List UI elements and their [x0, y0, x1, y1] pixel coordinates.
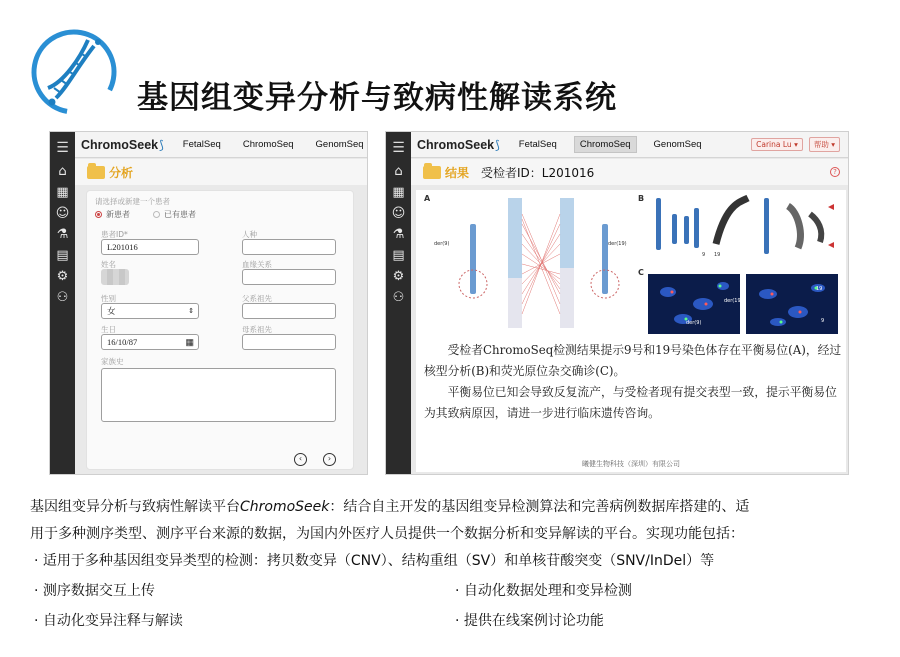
calendar-icon[interactable]: ▦ [185, 337, 194, 347]
patient-id-label: 患者ID* [101, 230, 128, 239]
group-icon[interactable]: ⚇ [392, 290, 405, 305]
mother-input[interactable] [242, 334, 336, 350]
blood-relation-label: 血缘关系 [242, 260, 272, 269]
name-label: 姓名 [101, 260, 116, 269]
brand-mark-icon: ⟆ [159, 137, 164, 152]
sidebar [386, 132, 411, 474]
radio-new-patient[interactable]: 新患者 [95, 209, 130, 220]
annot-19-b: 9 [702, 252, 706, 258]
flask-icon[interactable]: ⚗ [392, 227, 405, 242]
sidebar [50, 132, 75, 474]
user-menu[interactable]: Carina Lu ▾ [751, 138, 803, 151]
description [30, 494, 875, 548]
race-label: 人种 [242, 230, 257, 239]
annot-9-c: 9 [821, 318, 825, 324]
select-arrows-icon: ⇕ [188, 307, 194, 315]
top-nav [75, 132, 367, 158]
section-header [411, 159, 848, 185]
figure-c-fish [648, 274, 838, 334]
father-label: 父系祖先 [242, 294, 272, 303]
gear-icon[interactable]: ⚙ [392, 269, 405, 284]
sex-label: 性别 [101, 294, 116, 303]
analysis-screenshot [49, 131, 368, 475]
help-menu[interactable]: 帮助 ▾ [809, 137, 840, 152]
annot-der9-c: der(9) [686, 320, 702, 326]
home-icon[interactable]: ⌂ [394, 164, 403, 179]
mother-label: 母系祖先 [242, 325, 272, 334]
next-button[interactable]: › [323, 453, 336, 466]
report-paragraph-1: 受检者ChromoSeq检测结果提示9号和19号染色体存在平衡易位(A)，经过核型分析(B)和荧光原位杂交确诊(C)。 [424, 343, 842, 378]
gear-icon[interactable]: ⚙ [56, 269, 69, 284]
feature-bullet-5: · 提供在线案例讨论功能 [455, 613, 604, 629]
prev-button[interactable]: ‹ [294, 453, 307, 466]
dob-input[interactable]: 16/10/87 ▦ [101, 334, 199, 350]
section-title: 分析 [109, 165, 134, 180]
result-screenshot [385, 131, 849, 475]
feature-bullet-1: · 适用于多种基因组变异类型的检测：拷贝数变异（CNV）、结构重组（SV）和单核苷酸突变（SNV/InDel）等 [34, 553, 715, 569]
result-report [416, 190, 846, 472]
patient-id-text: 受检者ID：L201016 [481, 165, 595, 180]
section-header [75, 159, 367, 185]
history-label: 家族史 [101, 357, 124, 366]
document-icon[interactable]: ▤ [56, 248, 69, 263]
group-icon[interactable]: ⚇ [56, 290, 69, 305]
intro-line-1: 基因组变异分析与致病性解读平台ChromoSeek：结合自主开发的基因组变异检测算法和完善病例数据库搭建的、适 [30, 499, 750, 515]
radio-existing-patient[interactable]: 已有患者 [153, 209, 196, 220]
select-hint: 请选择或新建一个患者 [95, 197, 170, 206]
hamburger-menu-icon[interactable]: ☰ [392, 140, 405, 156]
report-paragraph-2: 平衡易位已知会导致反复流产，与受检者现有提交表型一致，提示平衡易位为其致病原因，请进一步进行临床遗传咨询。 [424, 385, 837, 420]
annot-der19-a: der(19) [608, 241, 627, 247]
nav-tab-genomseq[interactable]: GenomSeq [653, 139, 702, 150]
figure-a-circos [430, 194, 620, 334]
company-footer: 曦健生物科技（深圳）有限公司 [582, 460, 680, 468]
page-title: 基因组变异分析与致病性解读系统 [137, 80, 617, 116]
feature-bullet-4: · 自动化变异注释与解读 [34, 613, 183, 629]
dob-label: 生日 [101, 325, 116, 334]
nav-tab-chromoseq[interactable]: ChromoSeq [242, 139, 294, 150]
name-input-redacted[interactable] [101, 269, 129, 285]
nav-tab-fetalseq[interactable]: FetalSeq [518, 139, 557, 150]
father-input[interactable] [242, 303, 336, 319]
annot-19-c: 19 [816, 286, 823, 292]
intro-line-2: 用于多种测序类型、测序平台来源的数据，为国内外医疗人员提供一个数据分析和变异解读的平台。实现功能包括： [30, 526, 744, 542]
nav-tab-genomseq[interactable]: GenomSeq [315, 139, 364, 150]
document-icon[interactable]: ▤ [392, 248, 405, 263]
hamburger-menu-icon[interactable]: ☰ [56, 140, 69, 156]
feature-bullet-2: · 测序数据交互上传 [34, 583, 155, 599]
fig-label-b: B [638, 194, 645, 203]
dna-logo-icon [28, 26, 120, 118]
race-input[interactable] [242, 239, 336, 255]
patient-form [86, 190, 354, 470]
user-icon[interactable]: ☺ [391, 206, 406, 221]
chart-icon[interactable]: ▦ [56, 185, 69, 200]
fig-label-c: C [638, 268, 644, 277]
brand-mark-icon: ⟆ [495, 137, 500, 152]
user-icon[interactable]: ☺ [55, 206, 70, 221]
blood-relation-input[interactable] [242, 269, 336, 285]
nav-tab-chromoseq[interactable]: ChromoSeq [574, 136, 637, 153]
help-icon[interactable]: ? [830, 167, 840, 177]
patient-id-input[interactable]: L201016 [101, 239, 199, 255]
brand-italic: ChromoSeek [240, 499, 330, 515]
folder-icon [87, 166, 105, 179]
top-nav [411, 132, 848, 158]
annot-der19-b: 19 [714, 252, 721, 258]
history-textarea[interactable] [101, 368, 336, 422]
annot-der9-a: der(9) [434, 241, 450, 247]
brand-name[interactable]: ChromoSeek [81, 137, 159, 152]
nav-tab-fetalseq[interactable]: FetalSeq [182, 139, 221, 150]
figure-b-karyotype [648, 194, 838, 266]
chart-icon[interactable]: ▦ [392, 185, 405, 200]
section-title: 结果 [445, 165, 470, 180]
flask-icon[interactable]: ⚗ [56, 227, 69, 242]
brand-name[interactable]: ChromoSeek [417, 137, 495, 152]
home-icon[interactable]: ⌂ [58, 164, 67, 179]
report-text [424, 340, 842, 424]
fig-label-a: A [424, 194, 431, 203]
feature-bullet-3: · 自动化数据处理和变异检测 [455, 583, 632, 599]
annot-der19-c: der(19) [724, 298, 743, 304]
sex-select[interactable]: 女 ⇕ [101, 303, 199, 319]
folder-icon [423, 166, 441, 179]
